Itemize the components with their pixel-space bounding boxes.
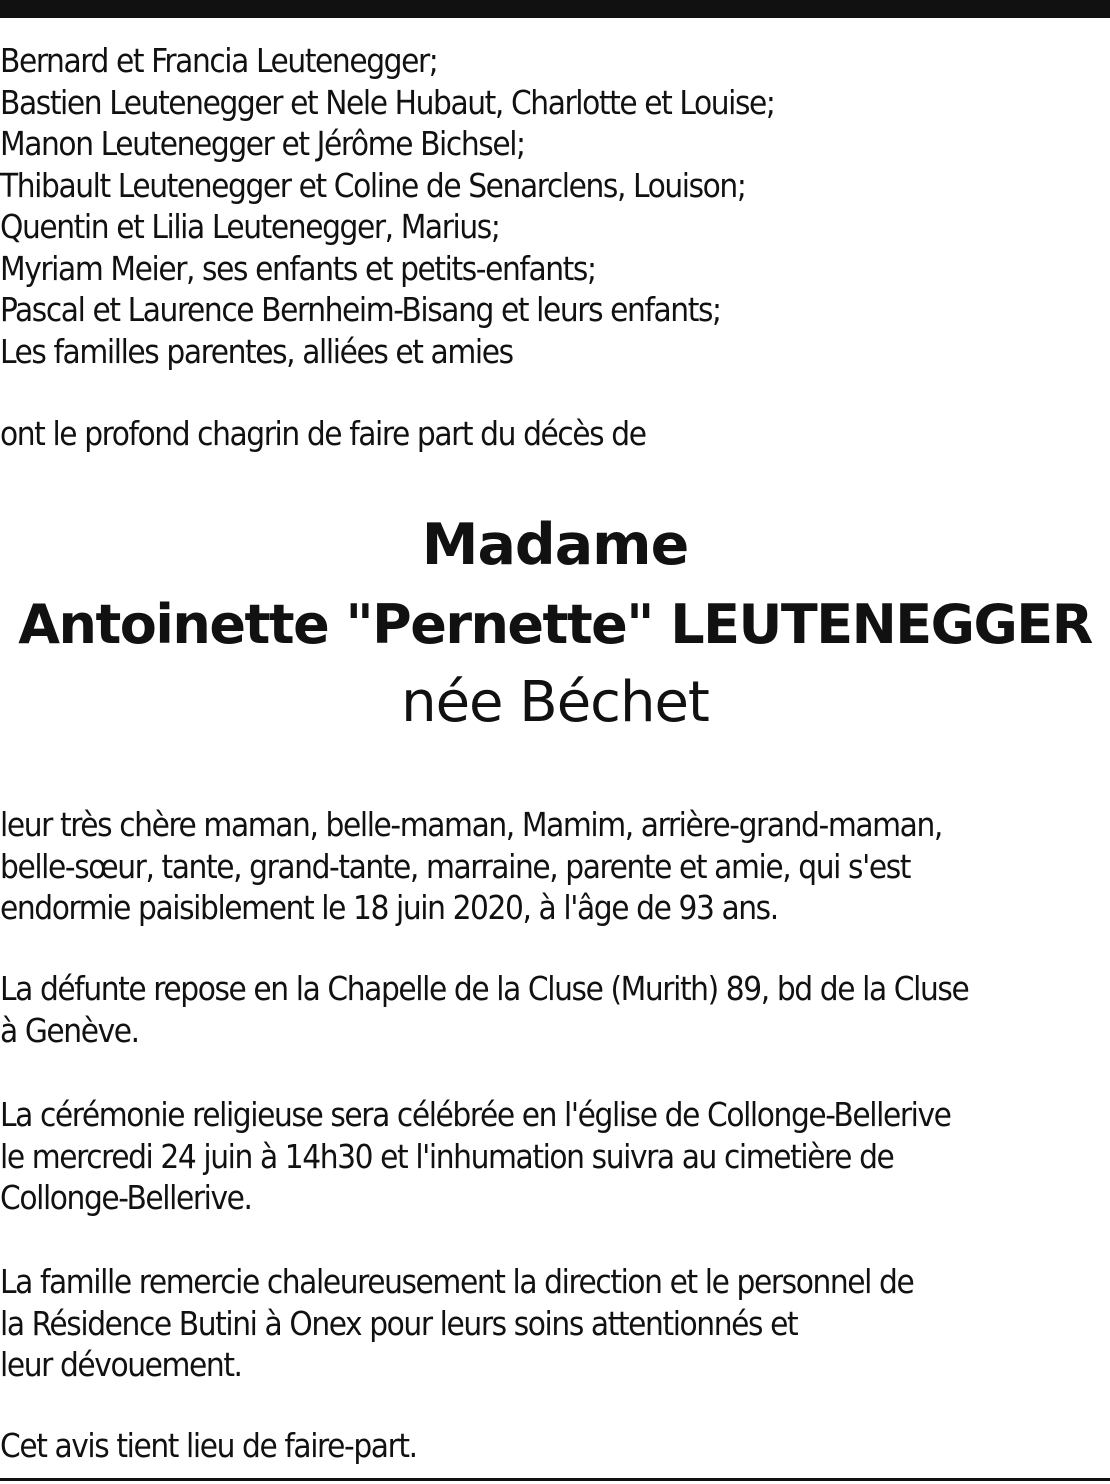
deceased-birth-name: née Béchet [401,670,709,735]
closing-text: Cet avis tient lieu de faire-part. [0,1426,417,1465]
paragraph-line: belle-sœur, tante, grand-tante, marraine, parente et amie, qui s'est [0,846,910,886]
paragraph-line: La cérémonie religieuse sera célébrée en l'église de Collonge-Bellerive [0,1095,951,1134]
paragraph-line: leur dévouement. [0,1345,242,1384]
tribute-paragraph [0,804,1100,929]
paragraph-line: leur très chère maman, belle-maman, Mamim, arrière-grand-maman, [0,805,942,844]
family-line: Manon Leutenegger et Jérôme Bichsel; [0,124,525,163]
paragraph-line: à Genève. [0,1010,139,1050]
paragraph-line: La famille remercie chaleureusement la direction et le personnel de [0,1262,914,1301]
bottom-border-rule [0,1478,1110,1481]
deceased-name: Antoinette "Pernette" LEUTENEGGER [18,593,1092,656]
family-line: Pascal et Laurence Bernheim-Bisang et leurs enfants; [0,290,721,329]
paragraph-line: le mercredi 24 juin à 14h30 et l'inhumation suivra au cimetière de [0,1136,894,1176]
deceased-title: Madame [421,512,689,578]
paragraph-line: la Résidence Butini à Onex pour leurs soins attentionnés et [0,1303,798,1343]
family-line: Quentin et Lilia Leutenegger, Marius; [0,207,500,246]
family-line: Bernard et Francia Leutenegger; [0,41,438,80]
family-line: Bastien Leutenegger et Nele Hubaut, Charlotte et Louise; [0,82,775,122]
announcement-intro [0,413,1100,455]
intro-text: ont le profond chagrin de faire part du décès de [0,414,646,453]
family-line: Myriam Meier, ses enfants et petits-enfants; [0,248,596,288]
family-line: Thibault Leutenegger et Coline de Senarclens, Louison; [0,165,746,205]
deceased-name-block [0,507,1110,739]
family-line: Les familles parentes, alliées et amies [0,331,513,371]
family-list [0,40,1100,372]
resting-place-paragraph [0,968,1100,1051]
closing-note [0,1425,1100,1467]
paragraph-line: endormie paisiblement le 18 juin 2020, à l'âge de 93 ans. [0,888,778,927]
thanks-paragraph [0,1261,1100,1386]
paragraph-line: La défunte repose en la Chapelle de la Cluse (Murith) 89, bd de la Cluse [0,969,969,1008]
ceremony-paragraph [0,1094,1100,1219]
paragraph-line: Collonge-Bellerive. [0,1178,252,1217]
top-border-rule [0,0,1110,18]
